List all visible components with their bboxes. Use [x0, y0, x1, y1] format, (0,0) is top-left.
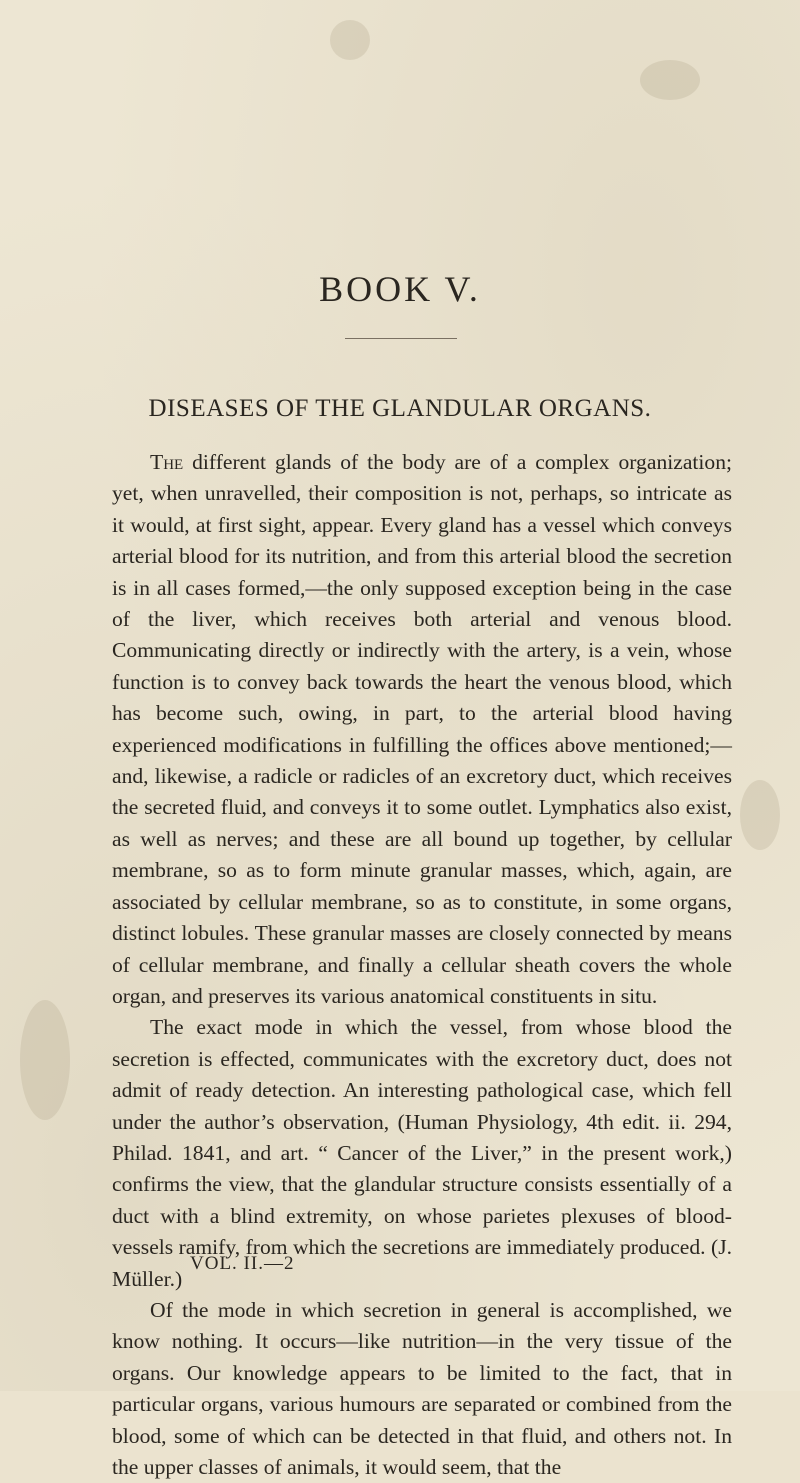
paragraph-text: different glands of the body are of a complex organization; yet, when unravelled, their composition is not, perhaps, so intricate as it would, at first sight, appear. Every gland has a vessel which conveys arterial blood for its nutrition, and from this arterial blood the secretion is in all cases formed,—the only supposed exception being in the case of the liver, which receives both arterial and venous blood. Communicating directly or indirectly with the artery, is a vein, whose function is to convey back towards the heart the venous blood, which has become such, owing, in part, to the arterial blood having experienced modifications in fulfilling the offices above mentioned;—and, likewise, a radicle or radicles of an excretory duct, which receives the secreted fluid, and conveys it to some outlet. Lymphatics also exist, as well as nerves; and these are all bound up together, by cellular membrane, so as to form minute granular masses, which, again, are associated by cellular membrane, so as to constitute, in some organs, distinct lobules. These granular masses are closely connected by means of cellular membrane, and finally a cellular sheath covers the whole organ, and preserves its various anatomical constituents in situ. [112, 450, 732, 1008]
paragraph-lead: The [150, 450, 184, 474]
book-heading: BOOK V. [319, 269, 481, 309]
body-text [112, 447, 732, 1483]
paper-stain [330, 20, 370, 60]
chapter-heading: DISEASES OF THE GLANDULAR ORGANS. [148, 395, 652, 422]
paper-stain [20, 1000, 70, 1120]
paper-stain [740, 780, 780, 850]
paragraph [112, 1295, 732, 1483]
paragraph-text: Of the mode in which secretion in general is accomplished, we know nothing. It occurs—like nutrition—in the very tissue of the organs. Our knowledge appears to be limited to the fact, that in particular organs, various humours are separated or combined from the blood, some of which can be detected in that fluid, and others not. In the upper classes of animals, it would seem, that the [112, 1297, 732, 1479]
paragraph [112, 447, 732, 1012]
signature-mark: VOL. II.—2 [190, 1253, 295, 1274]
paragraph-text: The exact mode in which the vessel, from whose blood the secretion is effected, communicates with the excretory duct, does not admit of ready detection. An interesting pathological case, which fell under the author’s observation, (Human Physiology, 4th edit. ii. 294, Philad. 1841, and art. “ Cancer of the Liver,” in the present work,) confirms the view, that the glandular structure consists essentially of a duct with a blind extremity, on whose parietes plexuses of blood-vessels ramify, from which the secretions are immediately produced. (J. Müller.) [112, 1015, 732, 1291]
paper-stain [640, 60, 700, 100]
heading-divider [345, 338, 457, 339]
